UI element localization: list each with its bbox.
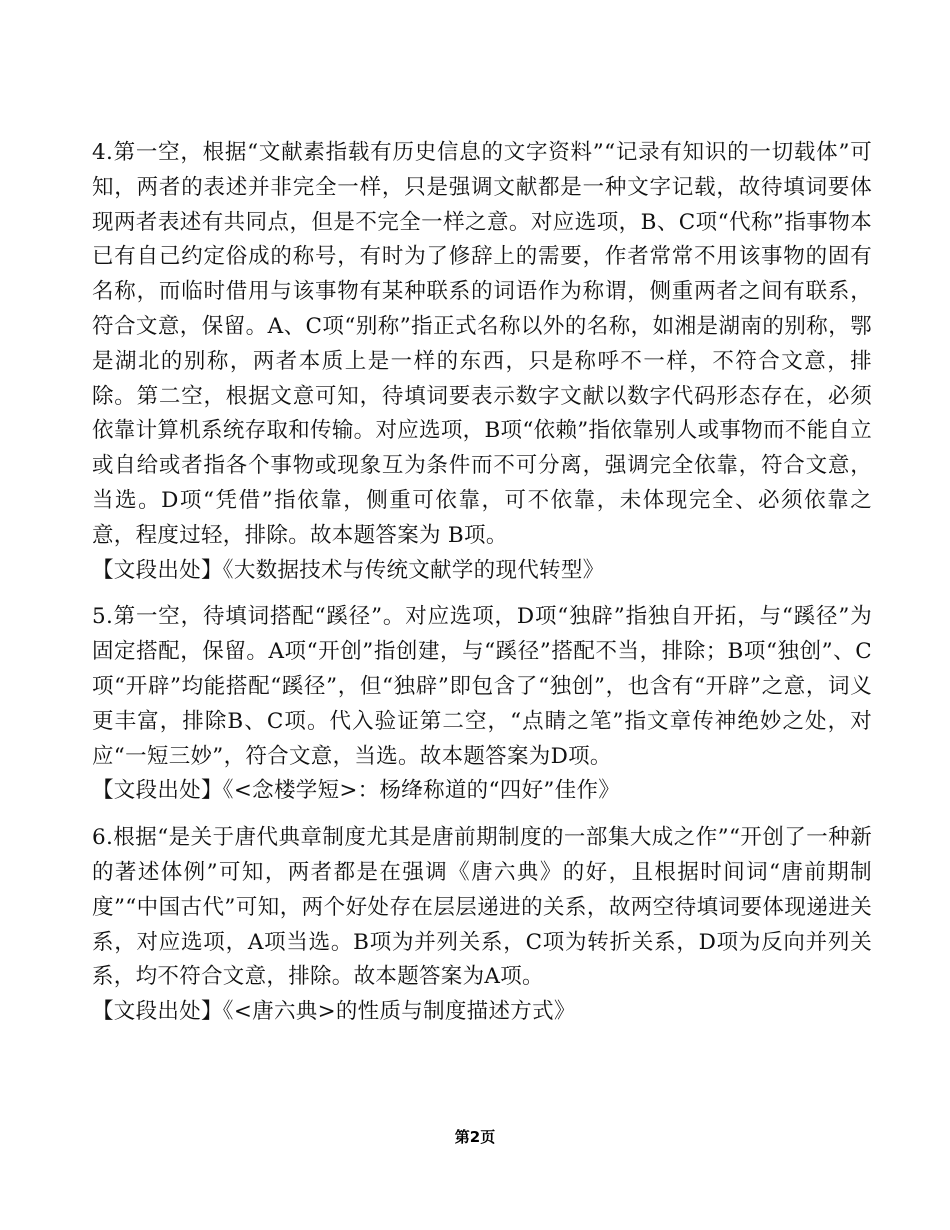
page-number: 第2页 — [454, 1128, 496, 1146]
answer-5-source: 【文段出处】《<念楼学短>：杨绛称道的“四好”佳作》 — [92, 778, 621, 804]
section-divider — [92, 809, 872, 821]
answer-6-explanation: 6.根据“是关于唐代典章制度尤其是唐前期制度的一部集大成之作”“开创了一种新的著述体例”可知，两者都是在强调《唐六典》的好，且根据时间词“唐前期制度”“中国古代”可知，两个好处存在层层递进的关系，故两空待填词要体现递进关系，对应选项，A项当选。B项为并列关系，C项为转折关系，D项为反向并列关系，均不符合文意，排除。故本题答案为A项。 — [92, 825, 872, 990]
answer-5-explanation: 5.第一空，待填词搭配“蹊径”。对应选项，D项“独辟”指独自开拓，与“蹊径”为固定搭配，保留。A项“开创”指创建，与“蹊径”搭配不当，排除；B项“独创”、C项“开辟”均能搭配“蹊径”，但“独辟”即包含了“独创”，也含有“开辟”之意，词义更丰富，排除B、C项。代入验证第二空，“点睛之笔”指文章传神绝妙之处，对应“一短三妙”，符合文意，当选。故本题答案为D项。 — [92, 604, 872, 769]
answer-6-source: 【文段出处】《<唐六典>的性质与制度描述方式》 — [92, 999, 576, 1025]
answer-4-explanation: 4.第一空，根据“文献素指载有历史信息的文字资料”“记录有知识的一切载体”可知，两者的表述并非完全一样，只是强调文献都是一种文字记载，故待填词要体现两者表述有共同点，但是不完全一样之意。对应选项，B、C项“代称”指事物本已有自己约定俗成的称号，有时为了修辞上的需要，作者常常不用该事物的固有名称，而临时借用与该事物有某种联系的词语作为称谓，侧重两者之间有联系，符合文意，保留。A、C项“别称”指正式名称以外的名称，如湘是湖南的别称，鄂是湖北的别称，两者本质上是一样的东西，只是称呼不一样，不符合文意，排除。第二空，根据文意可知，待填词要表示数字文献以数字代码形态存在，必须依靠计算机系统存取和传输。对应选项，B项“依赖”指依靠别人或事物而不能自立或自给或者指各个事物或现象互为条件而不可分离，强调完全依靠，符合文意，当选。D项“凭借”指依靠，侧重可依靠，可不依靠，未体现完全、必须依靠之意，程度过轻，排除。故本题答案为 B项。 — [92, 140, 872, 548]
answer-4-source: 【文段出处】《大数据技术与传统文献学的现代转型》 — [92, 557, 605, 583]
section-divider — [92, 588, 872, 600]
answer-explanations — [92, 136, 872, 1030]
